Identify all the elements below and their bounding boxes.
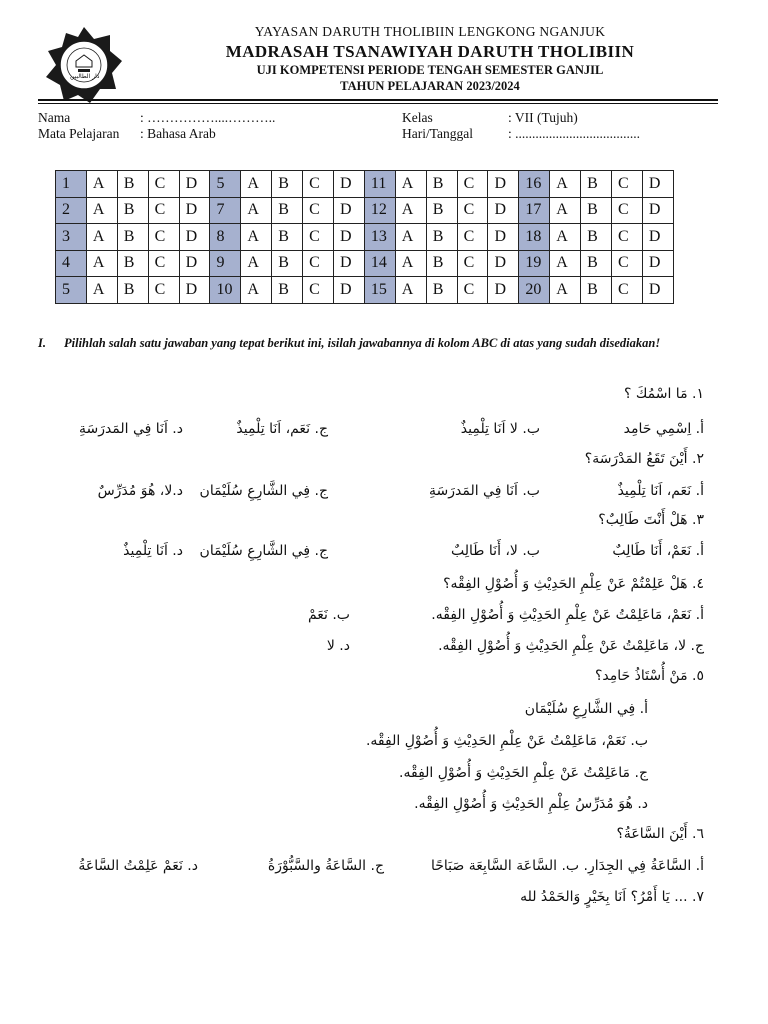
question-number-cell: 3 [56,224,87,251]
school-logo [44,25,124,105]
answer-choice-cell[interactable]: A [550,171,581,198]
mapel-label: Mata Pelajaran [38,126,120,141]
section-number: I. [38,336,46,350]
answer-choice-cell[interactable]: A [550,224,581,251]
answer-choice-cell[interactable]: C [457,171,488,198]
answer-choice-cell[interactable]: D [488,197,519,224]
answer-choice-cell[interactable]: A [550,197,581,224]
question-2: ٢. أَيْنَ تَقَعُ المَدْرَسَة؟ [584,451,704,467]
q1-option-d: د. اَنَا فِي المَدرَسَةِ [78,421,183,437]
answer-choice-cell[interactable]: A [395,250,426,277]
answer-choice-cell[interactable]: C [457,197,488,224]
answer-choice-cell[interactable]: B [272,224,303,251]
answer-choice-cell[interactable]: D [488,277,519,304]
answer-choice-cell[interactable]: B [581,224,612,251]
question-number-cell: 12 [364,197,395,224]
question-number-cell: 20 [519,277,550,304]
q4-option-d: د. لا [326,638,350,654]
answer-choice-cell[interactable]: A [86,250,117,277]
question-number-cell: 10 [210,277,241,304]
answer-choice-cell[interactable]: B [272,277,303,304]
answer-choice-cell[interactable]: D [179,277,210,304]
answer-choice-cell[interactable]: C [148,277,179,304]
answer-choice-cell[interactable]: B [426,171,457,198]
q1-option-b: ب. لا اَنَا تِلْمِيذٌ [460,421,540,437]
answer-choice-cell[interactable]: B [117,224,148,251]
q5-option-d: د. هُوَ مُدَرِّسُ عِلْمِ الحَدِيْثِ وَ أُصُوْلِ الفِقْه. [414,796,648,812]
answer-choice-cell[interactable]: A [86,277,117,304]
q5-option-c: ج. مَاعَلِمْتُ عَنْ عِلْمِ الحَدِيْثِ وَ أُصُوْلِ الفِقْه. [399,765,648,781]
answer-choice-cell[interactable]: B [272,197,303,224]
answer-choice-cell[interactable]: B [426,277,457,304]
answer-choice-cell[interactable]: A [550,277,581,304]
question-number-cell: 5 [56,277,87,304]
q4-option-b: ب. نَعَمْ [307,607,350,623]
answer-choice-cell[interactable]: D [179,250,210,277]
answer-choice-cell[interactable]: C [148,171,179,198]
question-number-cell: 15 [364,277,395,304]
question-number-cell: 16 [519,171,550,198]
q4-option-a: أ. نَعَمْ، مَاعَلِمْتُ عَنْ عِلْمِ الحَدِيْثِ وَ أُصُوْلِ الفِقْه. [431,607,704,623]
grid-row [56,250,674,277]
q5-option-a: أ. فِي الشَّارِعِ سُلَيْمَان [524,701,648,717]
q3-option-a: أ. نَعَمْ، أَنَا طَالِبٌ [612,543,704,559]
answer-choice-cell[interactable]: B [581,197,612,224]
question-1: ١. مَا اسْمُكَ ؟ [623,386,704,402]
answer-choice-cell[interactable]: C [148,250,179,277]
nama-label: Nama [38,110,71,125]
answer-choice-cell[interactable]: C [612,224,643,251]
answer-choice-cell[interactable]: B [426,197,457,224]
foundation-name: YAYASAN DARUTH THOLIBIIN LENGKONG NGANJUK [254,24,606,39]
answer-grid [55,170,674,304]
answer-choice-cell[interactable]: C [303,171,334,198]
answer-choice-cell[interactable]: B [426,224,457,251]
answer-choice-cell[interactable]: D [334,277,365,304]
q2-option-d: د.لا، هُوَ مُدَرِّسٌ [97,483,183,499]
question-5: ٥. مَنْ أُسْتَاذُ حَامِد؟ [594,668,704,684]
answer-choice-cell[interactable]: D [179,224,210,251]
answer-choice-cell[interactable]: B [426,250,457,277]
answer-choice-cell[interactable]: A [550,250,581,277]
answer-choice-cell[interactable]: D [642,277,673,304]
answer-choice-cell[interactable]: D [334,171,365,198]
answer-choice-cell[interactable]: B [581,277,612,304]
question-number-cell: 7 [210,197,241,224]
grid-row [56,277,674,304]
answer-choice-cell[interactable]: D [488,171,519,198]
answer-choice-cell[interactable]: D [488,250,519,277]
question-3: ٣. هَلْ أَنْتَ طَالِبٌ؟ [598,512,704,528]
q1-option-a: أ. اِسْمِي حَامِد [623,421,704,437]
q6-option-c: ج. السَّاعَةُ والسَّبُّوْرَةُ [267,858,384,874]
answer-choice-cell[interactable]: B [581,171,612,198]
answer-choice-cell[interactable]: C [148,197,179,224]
question-number-cell: 2 [56,197,87,224]
kelas-label: Kelas [402,110,433,125]
answer-choice-cell[interactable]: B [581,250,612,277]
q1-option-c: ج. نَعَم، اَنَا تِلْمِيذٌ [236,421,328,437]
answer-choice-cell[interactable]: D [334,250,365,277]
answer-choice-cell[interactable]: C [457,277,488,304]
grid-row [56,224,674,251]
hari-field[interactable]: : ..................................... [508,126,641,141]
answer-choice-cell[interactable]: C [612,171,643,198]
answer-choice-cell[interactable]: A [241,197,272,224]
answer-choice-cell[interactable]: D [642,197,673,224]
answer-choice-cell[interactable]: D [334,224,365,251]
logo-lettering: دار الطالبين [70,73,100,80]
answer-choice-cell[interactable]: D [179,171,210,198]
kelas-value: : VII (Tujuh) [508,110,578,125]
answer-choice-cell[interactable]: C [148,224,179,251]
answer-choice-cell[interactable]: A [241,250,272,277]
answer-choice-cell[interactable]: A [395,224,426,251]
answer-choice-cell[interactable]: A [86,224,117,251]
q6-option-d: د. نَعَمْ عَلِمْتُ السَّاعَةُ [78,858,198,874]
answer-choice-cell[interactable]: C [303,250,334,277]
question-number-cell: 1 [56,171,87,198]
answer-choice-cell[interactable]: B [117,277,148,304]
question-number-cell: 4 [56,250,87,277]
hari-label: Hari/Tanggal [402,126,474,141]
answer-choice-cell[interactable]: B [272,171,303,198]
grid-row [56,171,674,198]
school-name: MADRASAH TSANAWIYAH DARUTH THOLIBIIN [225,42,635,61]
header-rule-thin [38,103,718,104]
answer-choice-cell[interactable]: D [642,171,673,198]
q2-option-a: أ. نَعَم، اَنَا تِلْمِيذٌ [617,483,704,499]
question-6: ٦. أَيْنَ السَّاعَةُ؟ [616,826,704,842]
q3-option-b: ب. لا، أَنَا طَالِبٌ [451,543,540,559]
answer-choice-cell[interactable]: C [612,197,643,224]
q5-option-b: ب. نَعَمْ، مَاعَلِمْتُ عَنْ عِلْمِ الحَدِيْثِ وَ أُصُوْلِ الفِقْه. [365,733,648,749]
grid-row [56,197,674,224]
answer-choice-cell[interactable]: D [642,250,673,277]
mapel-value: : Bahasa Arab [140,126,216,141]
q2-option-b: ب. اَنَا فِي المَدرَسَةِ [429,483,540,499]
answer-choice-cell[interactable]: C [303,224,334,251]
instruction [38,336,708,351]
question-number-cell: 9 [210,250,241,277]
q3-option-c: ج. فِي الشَّارِعِ سُلَيْمَان [199,543,328,559]
q2-option-c: ج. فِي الشَّارِعِ سُلَيْمَان [199,483,328,499]
answer-choice-cell[interactable]: A [241,224,272,251]
answer-choice-cell[interactable]: C [612,277,643,304]
nama-field[interactable]: : ……………....……….. [140,110,276,125]
q3-option-d: د. اَنَا تِلْمِيذٌ [123,543,183,559]
answer-choice-cell[interactable]: A [241,171,272,198]
exam-title: UJI KOMPETENSI PERIODE TENGAH SEMESTER GANJIL [256,63,604,77]
question-number-cell: 5 [210,171,241,198]
question-number-cell: 18 [519,224,550,251]
question-number-cell: 14 [364,250,395,277]
answer-choice-cell[interactable]: A [86,197,117,224]
question-number-cell: 17 [519,197,550,224]
answer-choice-cell[interactable]: C [457,250,488,277]
answer-choice-cell[interactable]: A [86,171,117,198]
answer-choice-cell[interactable]: B [272,250,303,277]
answer-choice-cell[interactable]: D [642,224,673,251]
answer-choice-cell[interactable]: A [395,171,426,198]
q6-option-ab: أ. السَّاعَةُ فِي الجِدَارِ. ب. السَّاعَة السَّابِعَة صَبَاحًا [430,858,704,874]
answer-choice-cell[interactable]: D [488,224,519,251]
answer-choice-cell[interactable]: B [117,171,148,198]
answer-choice-cell[interactable]: C [303,197,334,224]
instruction-text: Pilihlah salah satu jawaban yang tepat berikut ini, isilah jawabannya di kolom ABC di atas yang sudah disediakan! [64,336,661,350]
header-rule-thick [38,99,718,101]
academic-year: TAHUN PELAJARAN 2023/2024 [340,79,520,93]
answer-choice-cell[interactable]: B [117,250,148,277]
answer-choice-cell[interactable]: A [395,197,426,224]
answer-choice-cell[interactable]: A [395,277,426,304]
question-number-cell: 19 [519,250,550,277]
answer-choice-cell[interactable]: D [179,197,210,224]
question-number-cell: 8 [210,224,241,251]
question-number-cell: 13 [364,224,395,251]
answer-choice-cell[interactable]: A [241,277,272,304]
answer-choice-cell[interactable]: B [117,197,148,224]
answer-choice-cell[interactable]: C [612,250,643,277]
question-4: ٤. هَلْ عَلِمْتُمْ عَنْ عِلْمِ الحَدِيْثِ وَ أُصُوْلِ الفِقْه؟ [443,576,704,592]
answer-choice-cell[interactable]: C [457,224,488,251]
answer-choice-cell[interactable]: C [303,277,334,304]
question-7: ٧. ... يَا أَمْرُ؟ اَنَا بِخَيْرٍ وَالحَمْدُ لله [520,889,704,905]
answer-choice-cell[interactable]: D [334,197,365,224]
question-number-cell: 11 [364,171,395,198]
q4-option-c: ج. لا، مَاعَلِمْتُ عَنْ عِلْمِ الحَدِيْثِ وَ أُصُوْلِ الفِقْه. [438,638,704,654]
